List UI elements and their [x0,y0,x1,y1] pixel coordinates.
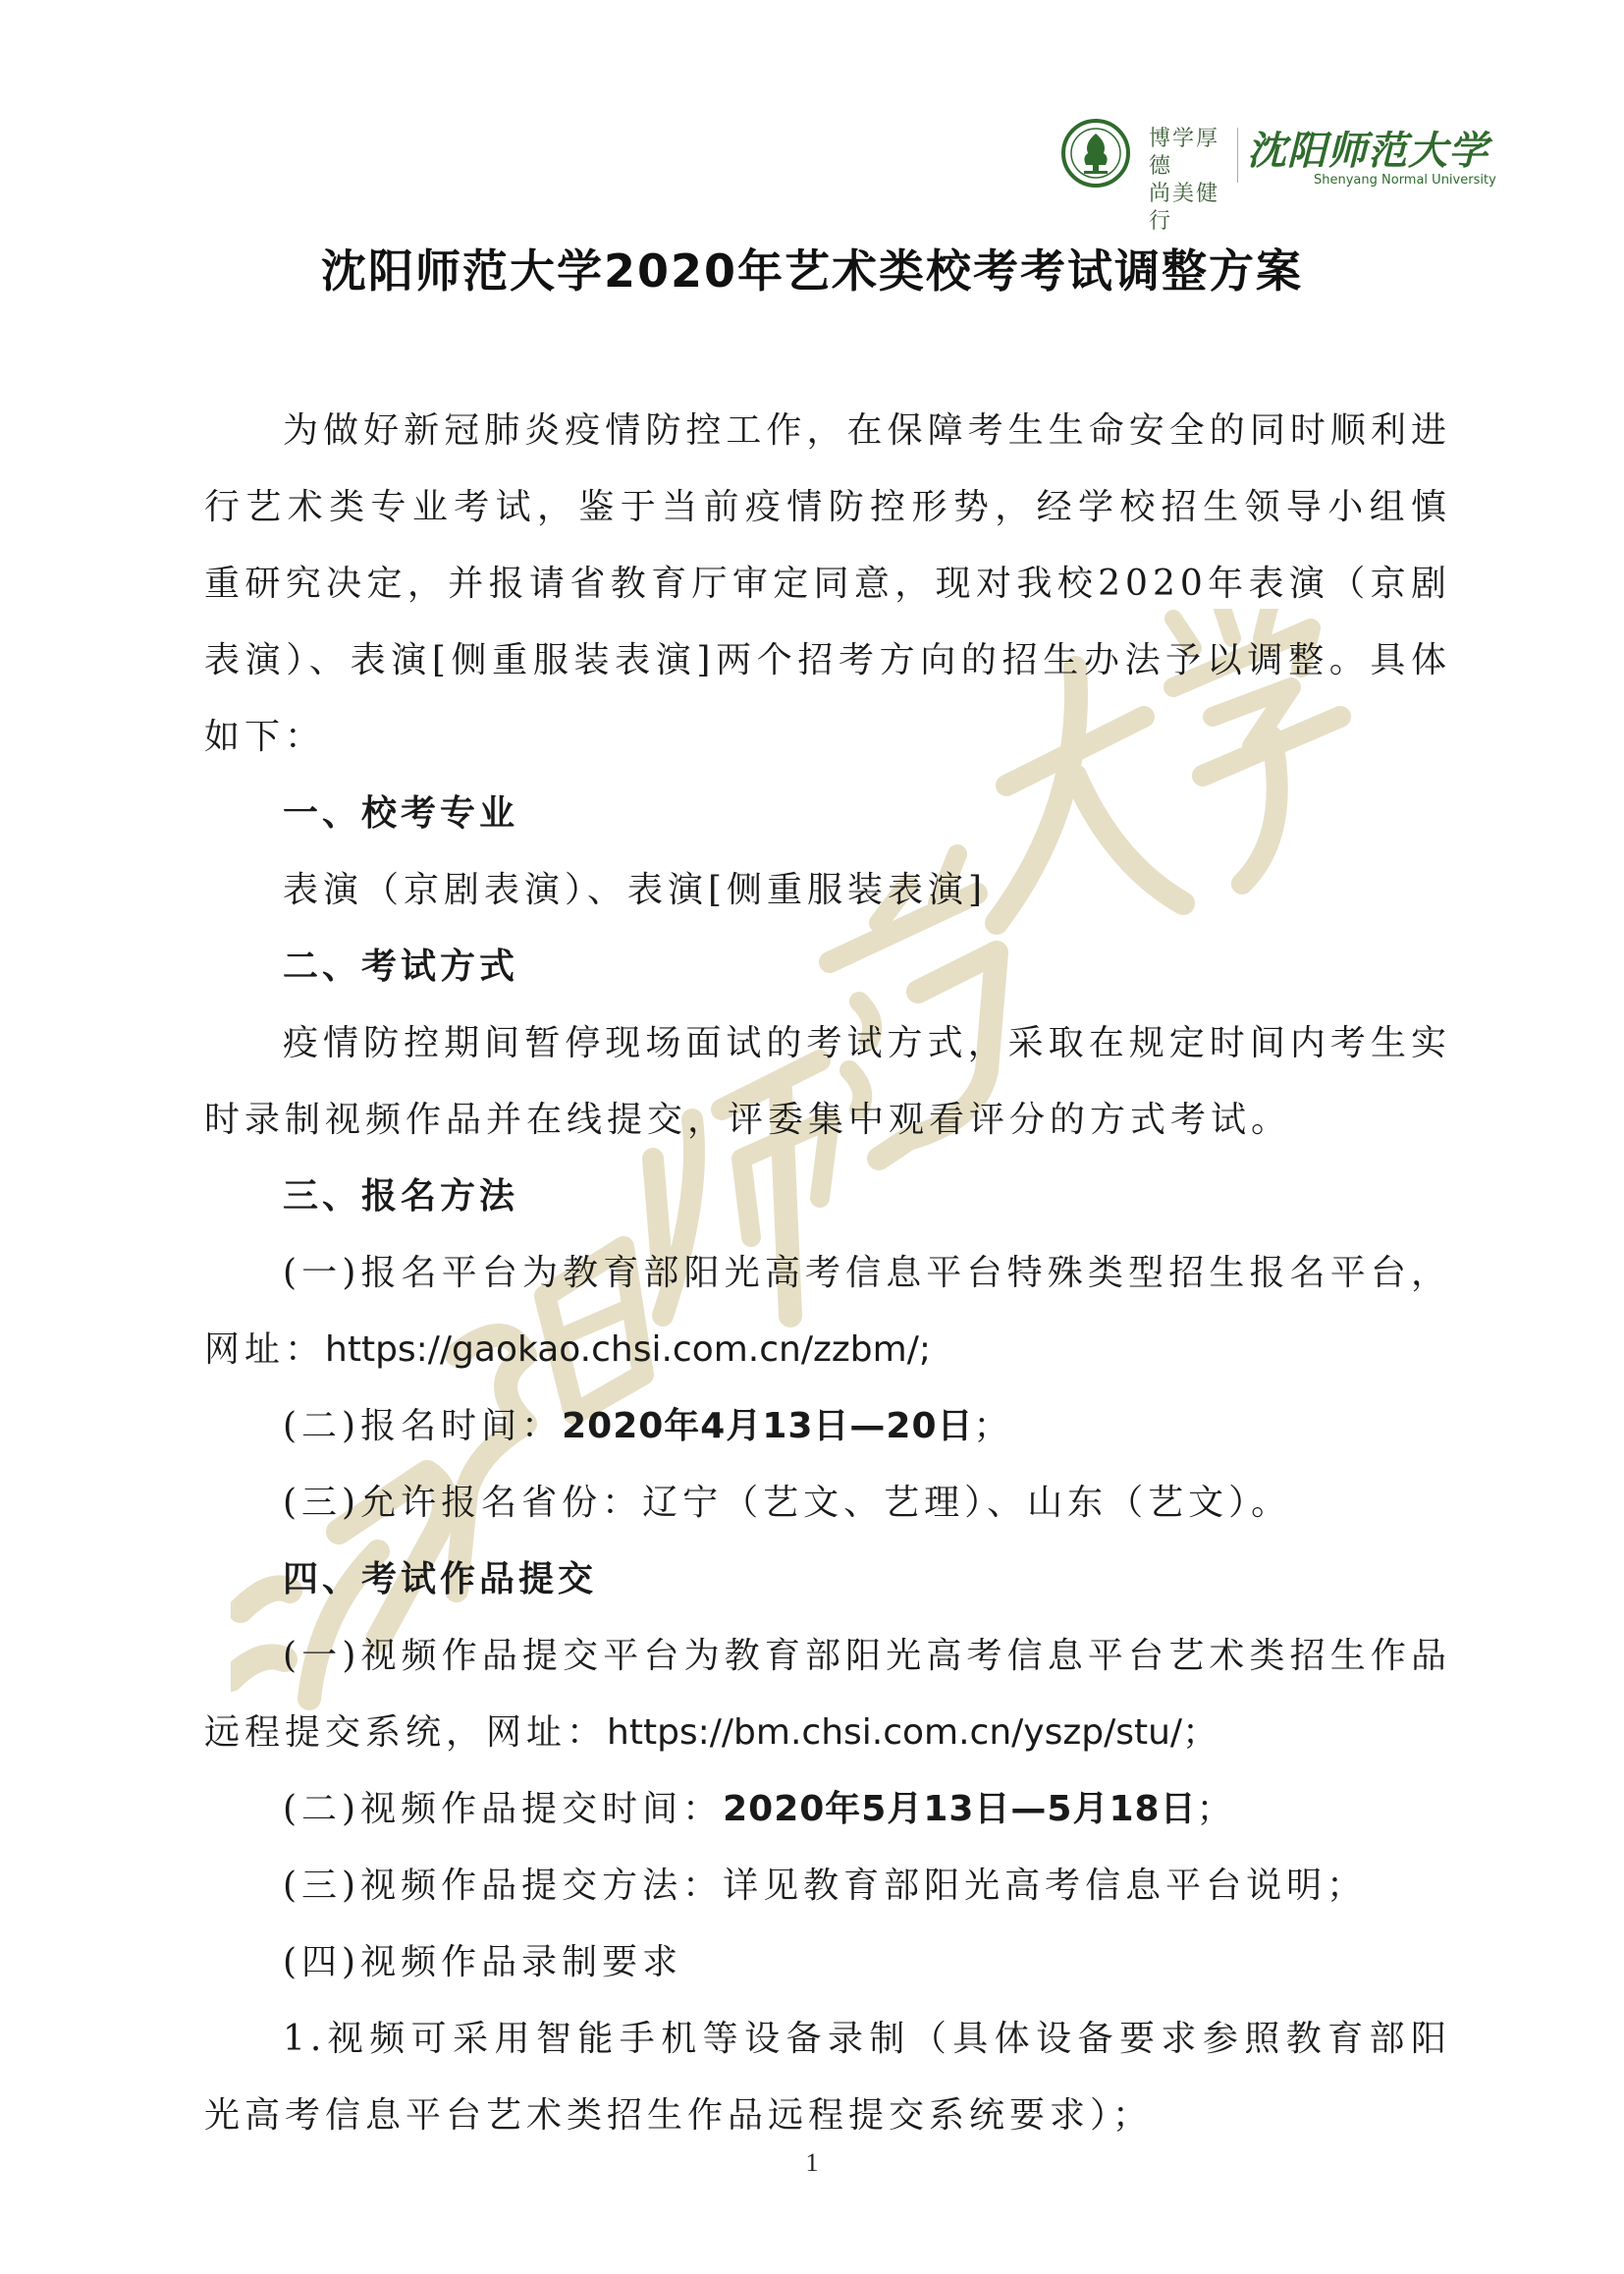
section-1-text: 表演（京剧表演）、表演[侧重服装表演] [283,870,988,910]
motto-line-2: 尚美健行 [1149,182,1220,234]
registration-date: 2020年4月13日—20日 [562,1406,974,1446]
motto-line-1: 博学厚德 [1149,127,1220,179]
section-4-item-4: (四)视频作品录制要求 [283,1942,683,1982]
section-3-item-3: (三)允许报名省份：辽宁（艺文、艺理）、山东（艺文）。 [283,1483,1292,1523]
section-4-item-2-suffix: ； [1196,1789,1237,1829]
submission-url-link[interactable]: https://bm.chsi.com.cn/yszp/stu/ [607,1712,1183,1753]
university-name-en: Shenyang Normal University [1314,173,1496,188]
section-3-item-2-suffix: ； [973,1406,1014,1446]
section-4-heading: 四、考试作品提交 [283,1559,598,1599]
section-4-item-3: (三)视频作品提交方法：详见教育部阳光高考信息平台说明； [283,1866,1368,1906]
section-2-heading: 二、考试方式 [283,947,519,987]
section-3-item-1-text: (一)报名平台为教育部阳光高考信息平台特殊类型招生报名平台，网址： [204,1253,1451,1370]
section-4-item-1-text: (一)视频作品提交平台为教育部阳光高考信息平台艺术类招生作品远程提交系统，网址： [204,1636,1451,1753]
section-4-item-2 [204,1771,1451,1848]
submission-date: 2020年5月13日—5月18日 [723,1789,1197,1829]
motto [1149,126,1237,236]
section-3-item-2 [204,1388,1451,1465]
section-3-heading: 三、报名方法 [283,1176,519,1217]
intro-paragraph: 为做好新冠肺炎疫情防控工作，在保障考生生命安全的同时顺利进行艺术类专业考试，鉴于当前疫情防控形势，经学校招生领导小组慎重研究决定，并报请省教育厅审定同意，现对我校2020年表演（京剧表演）、表演[侧重服装表演]两个招考方向的招生办法予以调整。具体如下： [204,410,1451,757]
section-2-text: 疫情防控期间暂停现场面试的考试方式，采取在规定时间内考生实时录制视频作品并在线提交，评委集中观看评分的方式考试。 [204,1023,1451,1140]
section-3-item-1 [204,1235,1451,1388]
university-seal-icon [1060,118,1131,189]
document-title: 沈阳师范大学2020年艺术类校考考试调整方案 [320,244,1304,298]
document-body [204,393,1451,2154]
university-logo-block [1060,118,1496,234]
registration-url-link[interactable]: https://gaokao.chsi.com.cn/zzbm/; [325,1329,931,1370]
section-1-heading: 一、校考专业 [283,793,519,834]
page-number: 1 [805,2148,819,2177]
logo-divider [1237,128,1238,183]
section-3-item-2-label: (二)报名时间： [283,1406,563,1446]
section-4-item-2-label: (二)视频作品提交时间： [283,1789,724,1829]
section-4-item-4-1: 1.视频可采用智能手机等设备录制（具体设备要求参照教育部阳光高考信息平台艺术类招生作品远程提交系统要求）； [204,2019,1451,2136]
university-name-logo: 沈阳师范大学 [1247,128,1489,174]
section-4-item-1-suffix: ； [1182,1712,1223,1753]
section-4-item-1 [204,1618,1451,1771]
